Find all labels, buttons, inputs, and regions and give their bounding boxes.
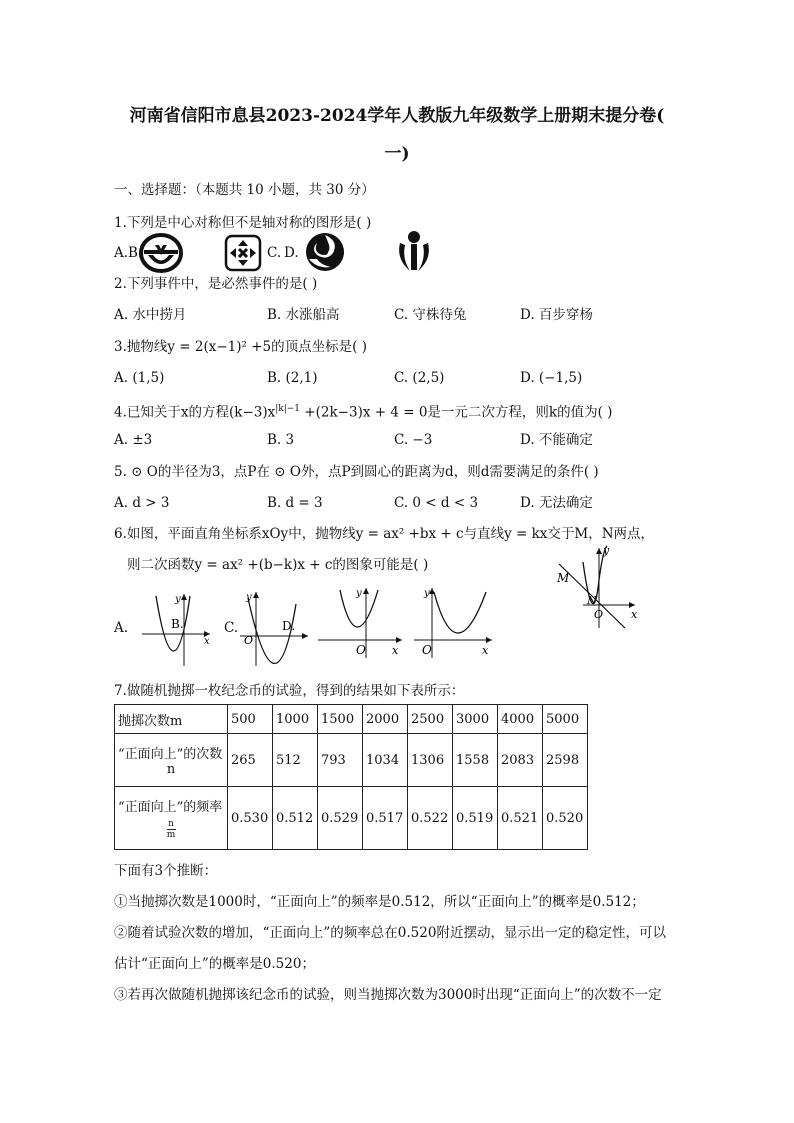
q4-option-c: C. −3 bbox=[394, 432, 433, 448]
exam-title-line1: 河南省信阳市息县2023-2024学年人教版九年级数学上册期末提分卷( bbox=[129, 106, 665, 126]
q2-option-b: B. 水涨船高 bbox=[267, 307, 340, 323]
q6-graph-third-origin: O bbox=[356, 643, 366, 657]
table-cell: 1558 bbox=[453, 734, 498, 787]
table-cell: 0.521 bbox=[498, 787, 543, 850]
q6-stem-line2: 则二次函数y = ax² +(b−k)x + c的图象可能是( ) bbox=[127, 557, 429, 573]
q1-option-d: D. bbox=[284, 245, 299, 261]
q1-option-b: B. bbox=[128, 245, 143, 261]
q4-stem bbox=[114, 399, 612, 423]
q6-graph-a bbox=[140, 588, 215, 668]
table-cell: 512 bbox=[273, 734, 318, 787]
q6-main-origin: O bbox=[594, 608, 604, 621]
q6-option-c: C. bbox=[224, 620, 239, 636]
q2-option-a: A. 水中捞月 bbox=[114, 307, 187, 323]
q1-option-c: C. bbox=[267, 245, 282, 261]
table-cell: 1000 bbox=[273, 705, 318, 734]
q6-graph-fourth-axis-x: x bbox=[482, 644, 489, 657]
fraction-denominator: m bbox=[166, 830, 176, 840]
table-cell: 0.517 bbox=[363, 787, 408, 850]
table-head-heads-text: “正面向上”的次数 bbox=[118, 747, 223, 762]
q3-option-a: A. (1,5) bbox=[114, 370, 165, 386]
q7-inference-3: ③若再次做随机抛掷该纪念币的试验，则当抛掷次数为3000时出现“正面向上”的次数不一定 bbox=[114, 987, 662, 1003]
q7-inference-2-line2: 估计“正面向上”的概率是0.520； bbox=[114, 956, 315, 972]
q6-option-b-label: B. bbox=[171, 617, 184, 631]
q2-stem: 2.下列事件中，是必然事件的是( ) bbox=[114, 276, 318, 292]
table-cell: 4000 bbox=[498, 705, 543, 734]
table-cell: 1306 bbox=[408, 734, 453, 787]
torch-emblem-icon bbox=[394, 229, 434, 275]
q6-label-m: M bbox=[557, 571, 570, 585]
q7-inference-1: ①当抛掷次数是1000时，“正面向上”的频率是0.512，所以“正面向上”的概率是0.512； bbox=[114, 894, 645, 910]
q4-option-d: D. 不能确定 bbox=[520, 432, 593, 448]
table-head-throws: 抛掷次数m bbox=[115, 705, 228, 734]
q5-stem: 5. ⊙ O的半径为3，点P在 ⊙ O外，点P到圆心的距离为d，则d需要满足的条件( ) bbox=[114, 464, 599, 480]
table-cell: 0.512 bbox=[273, 787, 318, 850]
section-heading: 一、选择题：（本题共 10 小题，共 30 分） bbox=[114, 182, 375, 198]
q2-option-c: C. 守株待兔 bbox=[394, 307, 467, 323]
q6-graph-third-axis-x: x bbox=[392, 644, 399, 657]
q3-option-d: D. (−1,5) bbox=[520, 370, 583, 386]
q2-option-d: D. 百步穿杨 bbox=[520, 307, 593, 323]
fraction bbox=[167, 819, 176, 840]
q6-graph-a-axis-y: y bbox=[175, 594, 181, 605]
table-cell: 1034 bbox=[363, 734, 408, 787]
q3-stem: 3.抛物线y = 2(x−1)² +5的顶点坐标是( ) bbox=[114, 339, 367, 355]
table-cell: 2500 bbox=[408, 705, 453, 734]
q5-option-d: D. 无法确定 bbox=[520, 495, 593, 511]
q6-graph-third bbox=[316, 584, 406, 660]
q6-graph-third-axis-y: y bbox=[356, 588, 362, 599]
q4-stem-part1: 4.已知关于x的方程(k−3)x bbox=[114, 404, 276, 421]
q6-option-a: A. bbox=[114, 620, 129, 636]
table-head-heads-symbol: n bbox=[166, 762, 176, 777]
table-cell: 0.529 bbox=[318, 787, 363, 850]
q6-graph-fourth-axis-y: y bbox=[424, 588, 430, 599]
q3-option-c: C. (2,5) bbox=[394, 370, 445, 386]
table-cell: 5000 bbox=[543, 705, 588, 734]
table-cell: 500 bbox=[228, 705, 273, 734]
table-cell: 2598 bbox=[543, 734, 588, 787]
q4-option-a: A. ±3 bbox=[114, 432, 153, 448]
table-cell: 2000 bbox=[363, 705, 408, 734]
q6-graph-c-axis-y: y bbox=[246, 592, 252, 603]
table-head-frequency-text: “正面向上”的频率 bbox=[118, 800, 223, 815]
table-cell: 0.522 bbox=[408, 787, 453, 850]
table-cell: 2083 bbox=[498, 734, 543, 787]
q6-option-d-label: D. bbox=[282, 619, 296, 633]
table-cell: 1500 bbox=[318, 705, 363, 734]
table-row-heads bbox=[115, 734, 588, 787]
fraction-numerator: n bbox=[168, 819, 174, 829]
q1-option-a: A. bbox=[114, 245, 129, 261]
table-row-throws bbox=[115, 705, 588, 734]
table-head-frequency-fraction bbox=[118, 815, 224, 840]
q1-stem: 1.下列是中心对称但不是轴对称的图形是( ) bbox=[114, 215, 372, 231]
q6-stem-line1: 6.如图，平面直角坐标系xOy中，抛物线y = ax² +bx + c与直线y = kx交于M，N两点， bbox=[114, 526, 655, 542]
q4-option-b: B. 3 bbox=[267, 432, 295, 448]
table-cell: 3000 bbox=[453, 705, 498, 734]
q5-option-c: C. 0 < d < 3 bbox=[394, 495, 479, 511]
q6-graph-fourth bbox=[412, 584, 496, 660]
q4-stem-exponent: |k|−1 bbox=[275, 404, 301, 414]
q6-main-axis-x: x bbox=[631, 608, 638, 621]
q4-stem-part2: +(2k−3)x + 4 = 0是一元二次方程，则k的值为( ) bbox=[300, 404, 613, 421]
q3-option-b: B. (2,1) bbox=[267, 370, 318, 386]
q6-label-n: N bbox=[587, 594, 597, 607]
q5-option-a: A. d > 3 bbox=[114, 495, 170, 511]
table-cell: 0.520 bbox=[543, 787, 588, 850]
q6-graph-c-origin: O bbox=[244, 634, 254, 647]
table-cell: 0.519 bbox=[453, 787, 498, 850]
circle-shield-emblem-icon bbox=[138, 233, 184, 273]
table-cell: 793 bbox=[318, 734, 363, 787]
table-row-frequency bbox=[115, 787, 588, 850]
square-arrows-emblem-icon bbox=[223, 233, 263, 273]
q5-option-b: B. d = 3 bbox=[267, 495, 323, 511]
q6-main-figure bbox=[553, 540, 643, 630]
table-cell: 265 bbox=[228, 734, 273, 787]
table-head-heads bbox=[115, 734, 228, 787]
q7-stem: 7.做随机抛掷一枚纪念币的试验，得到的结果如下表所示： bbox=[114, 683, 465, 699]
q7-inference-2-line1: ②随着试验次数的增加，“正面向上”的频率总在0.520附近摆动，显示出一定的稳定性，可以 bbox=[114, 925, 666, 941]
coin-toss-table bbox=[114, 704, 588, 850]
q6-graph-fourth-origin: O bbox=[422, 643, 432, 657]
table-head-frequency bbox=[115, 787, 228, 850]
q6-main-axis-y: y bbox=[603, 544, 610, 557]
q6-graph-a-axis-x: x bbox=[204, 636, 210, 647]
q7-after-table: 下面有3个推断： bbox=[114, 863, 218, 879]
swirl-emblem-icon bbox=[303, 231, 347, 273]
table-cell: 0.530 bbox=[228, 787, 273, 850]
exam-title-line2: 一) bbox=[384, 144, 410, 164]
q6-graph-c bbox=[238, 586, 313, 668]
